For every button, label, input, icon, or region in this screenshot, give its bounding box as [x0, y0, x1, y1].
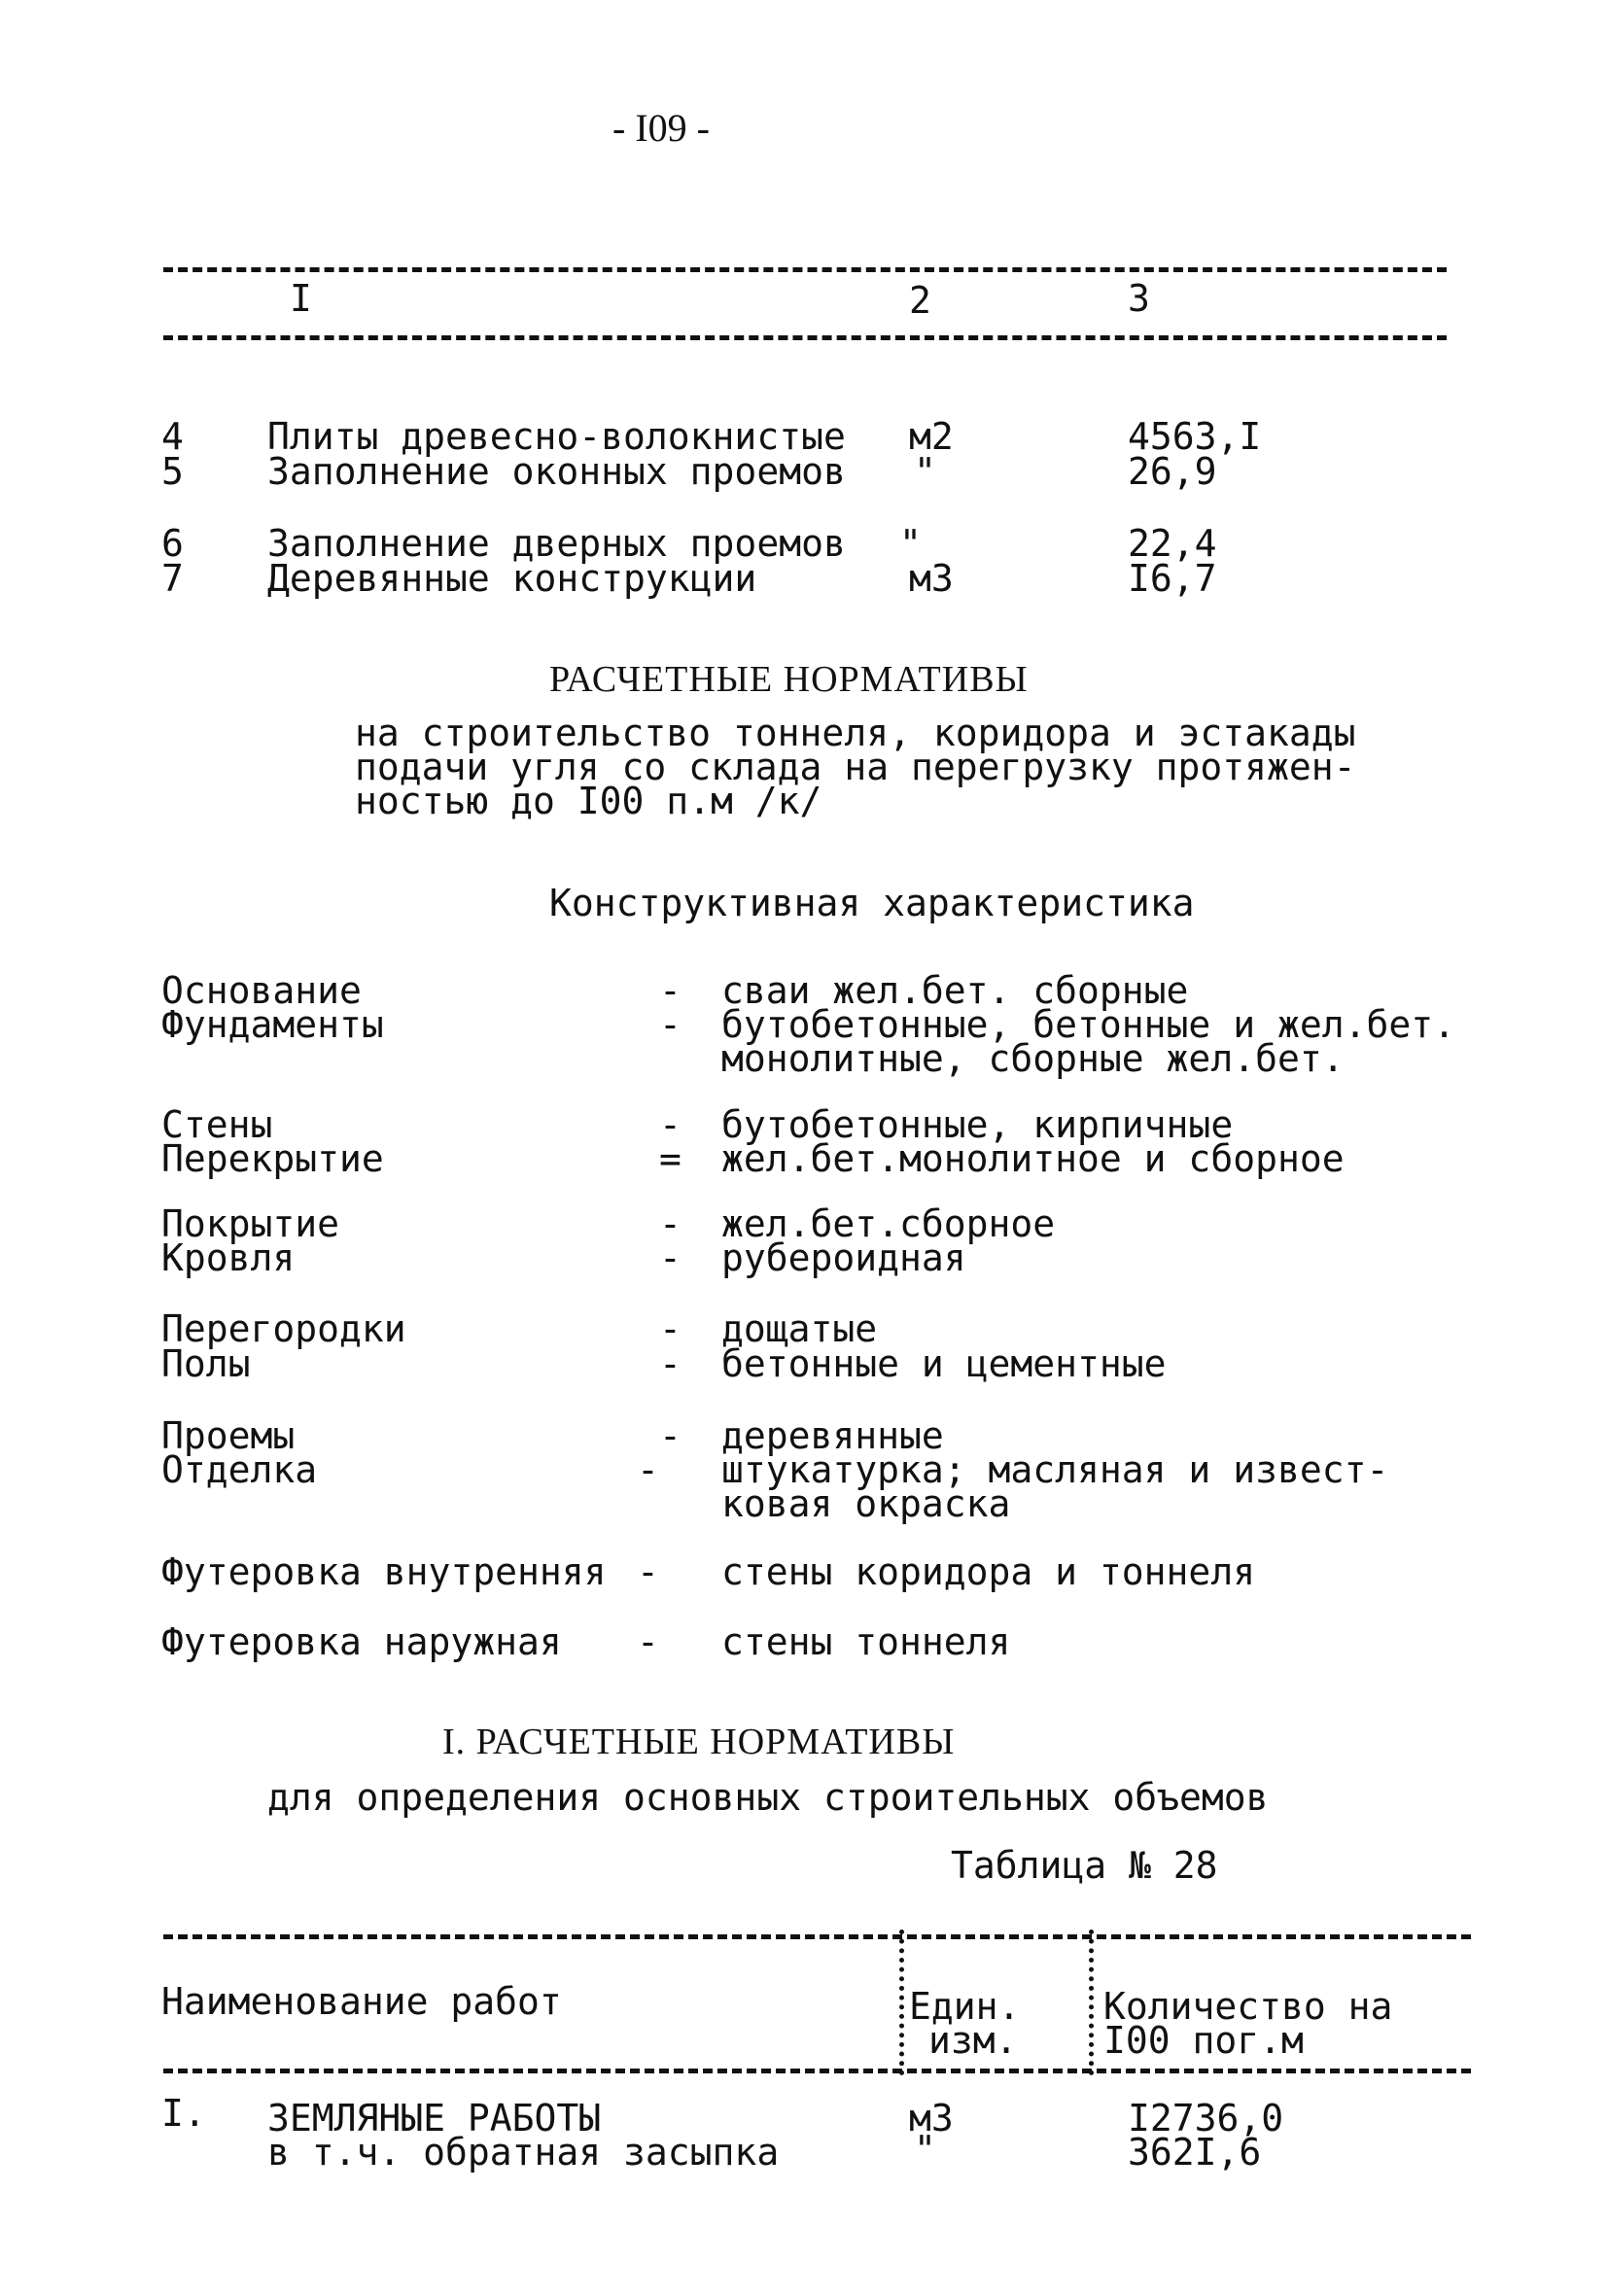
section-subtitle-line: подачи угля со склада на перегрузку протяжен-	[355, 746, 1356, 788]
bottom-table-col-divider	[1089, 1930, 1094, 2075]
row-value: 26,9	[1128, 450, 1217, 493]
item-dash: -	[659, 1307, 682, 1350]
item-dash: -	[637, 1620, 659, 1663]
bottom-table-rule-header	[163, 2069, 1471, 2073]
item-label: Фундаменты	[161, 1003, 384, 1046]
item-label: Полы	[161, 1342, 251, 1385]
row-name: Деревянные конструкции	[267, 557, 757, 600]
item-label: Футеровка внутренняя	[161, 1550, 607, 1593]
item-label: Основание	[161, 969, 362, 1012]
item-text: дощатые	[721, 1307, 878, 1350]
section-subtitle-2: для определения основных строительных объемов	[267, 1776, 1269, 1819]
bottom-table-header-col1: Наименование работ	[161, 1980, 562, 2023]
item-dash: -	[637, 1448, 659, 1491]
page-number: - I09 -	[612, 106, 710, 150]
item-dash: -	[659, 1202, 682, 1245]
bottom-table-header-col3: Количество на	[1103, 1985, 1393, 2028]
item-text: стены коридора и тоннеля	[721, 1550, 1256, 1593]
row-value: 22,4	[1128, 522, 1217, 565]
item-dash: =	[659, 1137, 682, 1180]
row-number: 6	[161, 522, 184, 565]
item-dash: -	[659, 1414, 682, 1457]
bottom-table-header-col2: изм.	[928, 2019, 1018, 2062]
row-unit: м2	[909, 415, 954, 458]
section-title-2: I. РАСЧЕТНЫЕ НОРМАТИВЫ	[442, 1722, 956, 1762]
row-name: ЗЕМЛЯНЫЕ РАБОТЫ	[267, 2097, 602, 2139]
row-name: Заполнение дверных проемов	[267, 522, 846, 565]
item-label: Проемы	[161, 1414, 296, 1457]
section-title: РАСЧЕТНЫЕ НОРМАТИВЫ	[549, 659, 1029, 700]
item-label: Отделка	[161, 1448, 318, 1491]
row-unit: м3	[909, 2097, 954, 2139]
item-dash: -	[659, 1236, 682, 1279]
item-label: Перекрытие	[161, 1137, 384, 1180]
section-subtitle-line: ностью до I00 п.м /к/	[355, 780, 822, 822]
construction-heading: Конструктивная характеристика	[549, 882, 1195, 924]
item-dash: -	[659, 969, 682, 1012]
row-name: Заполнение оконных проемов	[267, 450, 846, 493]
row-value: I6,7	[1128, 557, 1217, 600]
row-number: 4	[161, 415, 184, 458]
bottom-table-col-divider	[899, 1930, 904, 2075]
row-unit: "	[899, 522, 922, 565]
row-value: 362I,6	[1128, 2131, 1262, 2174]
item-text: ковая окраска	[721, 1482, 1011, 1525]
item-text: деревянные	[721, 1414, 944, 1457]
row-number: 7	[161, 557, 184, 600]
table-label: Таблица № 28	[951, 1844, 1218, 1887]
row-number: I.	[161, 2092, 206, 2135]
item-text: рубероидная	[721, 1236, 966, 1279]
item-text: монолитные, сборные жел.бет.	[721, 1037, 1345, 1080]
bottom-table-header-col3: I00 пог.м	[1103, 2019, 1304, 2062]
section-subtitle-line: на строительство тоннеля, коридора и эстакады	[355, 712, 1356, 754]
item-text: бутобетонные, кирпичные	[721, 1103, 1234, 1146]
top-table-header-col2: 2	[909, 279, 931, 322]
top-table-header-col3: 3	[1128, 277, 1150, 320]
item-text: штукатурка; масляная и извест-	[721, 1448, 1389, 1491]
bottom-table-rule-top	[163, 1934, 1471, 1939]
row-unit: "	[914, 450, 936, 493]
row-value: I2736,0	[1128, 2097, 1284, 2139]
item-text: стены тоннеля	[721, 1620, 1011, 1663]
item-label: Перегородки	[161, 1307, 406, 1350]
top-table-rule-header	[163, 335, 1447, 340]
bottom-table-header-col2: Един.	[909, 1985, 1021, 2028]
item-label: Стены	[161, 1103, 273, 1146]
item-label: Покрытие	[161, 1202, 340, 1245]
item-text: жел.бет.сборное	[721, 1202, 1056, 1245]
item-dash: -	[659, 1003, 682, 1046]
top-table-rule-top	[163, 267, 1447, 272]
row-unit: м3	[909, 557, 954, 600]
row-number: 5	[161, 450, 184, 493]
item-text: бетонные и цементные	[721, 1342, 1167, 1385]
row-unit: "	[914, 2128, 936, 2171]
top-table-header-col1: I	[290, 277, 312, 320]
item-text: сваи жел.бет. сборные	[721, 969, 1189, 1012]
item-dash: -	[659, 1342, 682, 1385]
row-value: 4563,I	[1128, 415, 1262, 458]
item-label: Футеровка наружная	[161, 1620, 562, 1663]
row-name: в т.ч. обратная засыпка	[267, 2131, 780, 2174]
row-name: Плиты древесно-волокнистые	[267, 415, 846, 458]
item-dash: -	[659, 1103, 682, 1146]
item-text: бутобетонные, бетонные и жел.бет.	[721, 1003, 1455, 1046]
item-label: Кровля	[161, 1236, 296, 1279]
item-dash: -	[637, 1550, 659, 1593]
item-text: жел.бет.монолитное и сборное	[721, 1137, 1345, 1180]
